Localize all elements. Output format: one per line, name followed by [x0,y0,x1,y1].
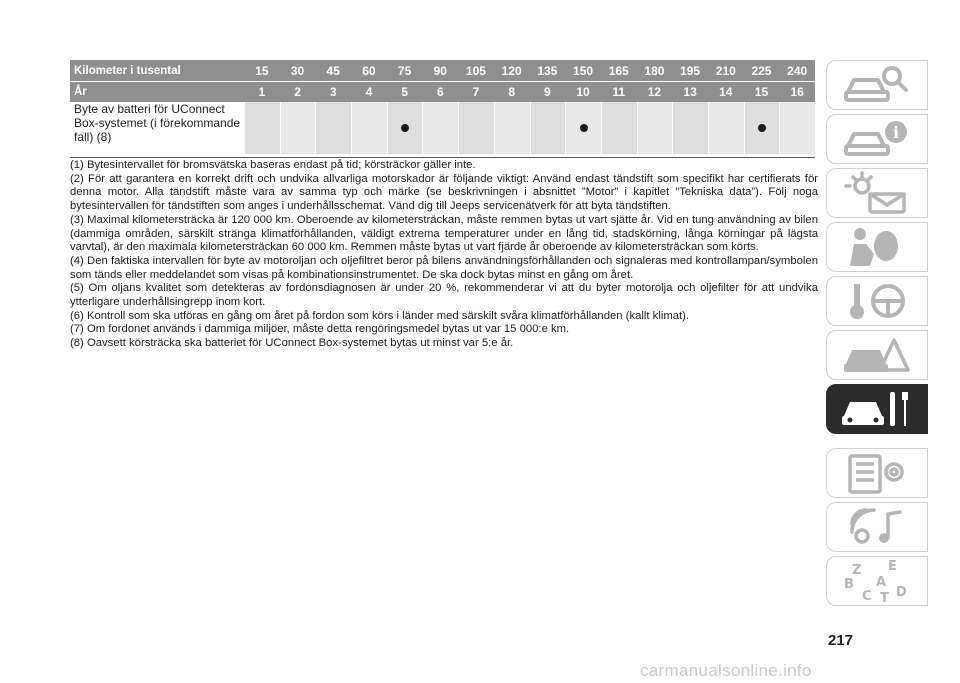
footnote-2: (2) För att garantera en korrekt drift och undvika allvarliga motorskador är följande viktigt: Använd endast tändstift som specifikt har certifierats för denna motor. Alla tändstift måste vara av samma typ och märke (se beskrivningen i absnittet ”Motor” i kapitlet ”Tekniska data”). Följ noga bytesintervallen för tändstiften som anges i underhållsschemat. Vänd dig till Jeeps servicenätverk för att byta tändstiften. [70,172,818,213]
page-number: 217 [828,632,854,649]
steering-wheel-key-icon [840,278,912,324]
kilometer-header-cell: 180 [637,60,673,82]
footnote-8: (8) Oavsett körsträcka ska batteriet för UConnect Box-systemet bytas ut minst var 5:e år. [70,337,514,350]
year-header-cell: 10 [565,82,601,102]
year-header-cell: 9 [530,82,566,102]
year-header-cell: 6 [422,82,458,102]
footnote-5: (5) Om oljans kvalitet som detekteras av fordonsdiagnosen är under 20 %, rekommenderar vi att du byter motorolja och oljefilter för att undvika ytterligare underhållsingrepp inom kort. [70,282,818,309]
year-header-cell: 14 [708,82,744,102]
nav-tab-car-search[interactable] [826,60,928,110]
kilometer-header-cell: 165 [601,60,637,82]
car-search-icon [840,62,912,108]
kilometer-header-cell: 75 [387,60,423,82]
service-required-dot [401,124,409,132]
year-header-label: År [70,82,244,102]
schedule-cell [351,102,387,154]
schedule-cell [494,102,530,154]
nav-tab-emergency[interactable] [826,330,928,380]
nav-tab-multimedia[interactable] [826,502,928,552]
schedule-cell [637,102,673,154]
service-required-dot [758,124,766,132]
technical-data-icon [840,450,912,496]
year-header-cell: 4 [351,82,387,102]
schedule-cell [244,102,280,154]
schedule-cell [422,102,458,154]
kilometer-header-cell: 210 [708,60,744,82]
schedule-cell [744,102,780,154]
year-header-cell: 11 [601,82,637,102]
kilometer-header-cell: 15 [244,60,280,82]
car-emergency-icon [840,332,912,378]
footnote-4: (4) Den faktiska intervallen för byte av motoroljan och oljefiltret beror på bilens användningsförhållanden och signaleras med kontrollampan/symbolen som tänds eller meddelandet som visas på kombinationsinstrumentet. De ska dock bytas minst en gång om året. [70,254,818,281]
kilometer-header-cell: 30 [280,60,316,82]
svg-text:Z: Z [852,563,862,578]
service-item-label: Byte av batteri för UConnect Box-systemet (i förekommande fall) (8) [70,102,244,154]
footnote-6: (6) Kontroll som ska utföras en gång om året på fordon som körs i länder med särskilt svåra klimatförhållanden (kallt klimat). [70,309,690,322]
year-header-cell: 15 [744,82,780,102]
schedule-cell [315,102,351,154]
schedule-cell [708,102,744,154]
kilometer-header-cell: 105 [458,60,494,82]
svg-text:D: D [896,585,907,600]
nav-tab-index[interactable] [826,556,928,606]
year-header-cell: 16 [779,82,815,102]
year-header-cell: 2 [280,82,316,102]
year-header-row [70,82,815,102]
footnote-3: (3) Maximal kilometersträcka är 120 000 km. Oberoende av kilometersträckan, måste remmen bytas ut vart sjätte år. Vid en tung användning av bilen (dammiga områden, särskilt stränga klimatförhållanden, väldigt extrema temperaturer under en lång tid, stadskörning, långa körningar på lägsta varvtal), är den maximala kilometersträckan 60 000 km. Remmen måste bytas ut vart fjärde år oberoende av kilometersträckan som körts. [70,213,818,254]
kilometer-header-cell: 45 [315,60,351,82]
schedule-cell [458,102,494,154]
kilometer-header-row [70,60,815,82]
nav-tab-warning-lights[interactable] [826,168,928,218]
year-header-cell: 3 [315,82,351,102]
airbag-safety-icon [840,224,912,270]
maintenance-schedule-table [70,60,815,154]
schedule-cell [530,102,566,154]
alphabetical-index-icon [840,558,912,604]
year-header-cell: 13 [672,82,708,102]
svg-text:B: B [844,577,854,592]
kilometer-header-label: Kilometer i tusental [70,60,244,82]
year-header-cell: 7 [458,82,494,102]
svg-text:E: E [888,559,897,574]
footnotes [70,159,818,351]
kilometer-header-cell: 150 [565,60,601,82]
table-row [70,102,815,154]
kilometer-header-cell: 60 [351,60,387,82]
nav-tab-technical-data[interactable] [826,448,928,498]
schedule-cell [779,102,815,154]
multimedia-icon [840,504,912,550]
svg-text:T: T [880,591,889,604]
kilometer-header-cell: 120 [494,60,530,82]
year-header-cell: 12 [637,82,673,102]
schedule-cell [601,102,637,154]
schedule-cell [280,102,316,154]
svg-text:C: C [862,589,872,604]
year-header-cell: 5 [387,82,423,102]
schedule-cell [565,102,601,154]
kilometer-header-cell: 195 [672,60,708,82]
kilometer-header-cell: 225 [744,60,780,82]
svg-text:A: A [876,575,887,590]
nav-tab-maintenance[interactable] [826,384,928,434]
warning-light-message-icon [840,170,912,216]
nav-tab-starting-driving[interactable] [826,276,928,326]
kilometer-header-cell: 240 [779,60,815,82]
nav-tab-car-info[interactable] [826,114,928,164]
service-required-dot [580,124,588,132]
schedule-cell [387,102,423,154]
car-info-icon [840,116,912,162]
footnote-1: (1) Bytesintervallet för bromsvätska baseras endast på tid; körsträckor gäller inte. [70,159,476,171]
year-header-cell: 1 [244,82,280,102]
table-bottom-rule [70,157,815,158]
kilometer-header-cell: 135 [530,60,566,82]
car-maintenance-icon [840,386,912,432]
kilometer-header-cell: 90 [422,60,458,82]
watermark: carmanualsonline.info [640,661,812,680]
year-header-cell: 8 [494,82,530,102]
svg-text:i: i [892,123,900,142]
nav-tab-safety[interactable] [826,222,928,272]
footnote-7: (7) Om fordonet används i dammiga miljöer, måste detta rengöringsmedel bytas ut var 15 000:e km. [70,323,570,336]
schedule-cell [672,102,708,154]
